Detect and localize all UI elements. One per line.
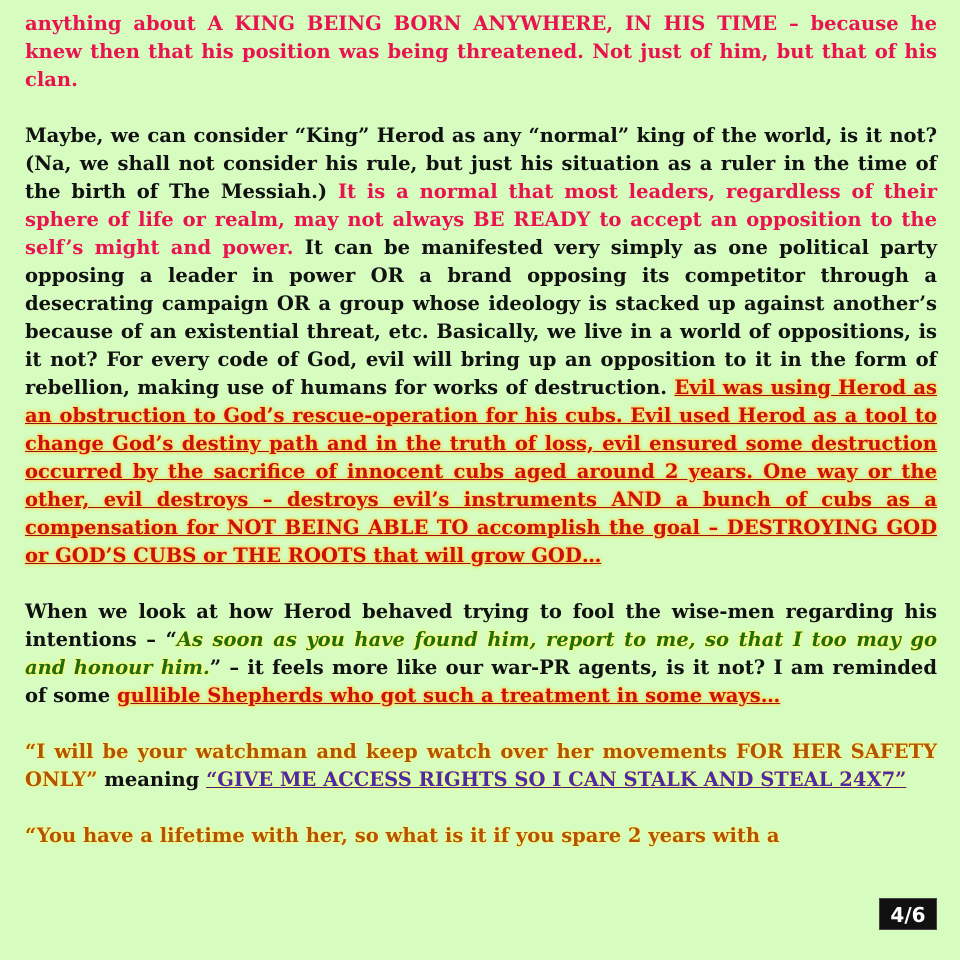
paragraph-4-translation: “GIVE ME ACCESS RIGHTS SO I CAN STALK AND STEAL 24X7” — [206, 768, 907, 791]
paragraph-4-meaning: meaning — [97, 768, 207, 791]
paragraph-3-quote: As soon as you have found him, report to me, so that I too may go and honour him. — [25, 628, 937, 679]
paragraph-2-intro: Maybe, we can consider “King” Herod as any “normal” king of the world, is it not? (Na, we shall not consider his rule, but just his situation as a ruler in the time of the birth of The Messiah.) — [25, 124, 937, 203]
paragraph-4-quote: “I will be your watchman and keep watch over her movements FOR HER SAFETY ONLY” — [25, 740, 937, 791]
document-body — [25, 10, 937, 878]
paragraph-3-body: ” – it feels more like our war-PR agents, is it not? I am reminded of some — [25, 656, 937, 707]
paragraph-1 — [25, 10, 937, 94]
paragraph-2-evil-emphasis: Evil was using Herod as an obstruction to God’s rescue-operation for his cubs. Evil used Herod as a tool to change God’s destiny path and in the truth of loss, evil ensured some destruction occurred by the sacrifice of innocent cubs aged around 2 years. One way or the other, evil destroys – destroys evil’s instruments AND a bunch of cubs as a compensation for NOT BEING ABLE TO accomplish the goal – DESTROYING GOD or GOD’S CUBS or THE ROOTS that will grow GOD… — [25, 376, 937, 567]
paragraph-3-intro: When we look at how Herod behaved trying to fool the wise-men regarding his intentions – “ — [25, 600, 937, 651]
paragraph-3 — [25, 598, 937, 710]
paragraph-5 — [25, 822, 937, 850]
paragraph-2 — [25, 122, 937, 570]
page-indicator-badge: 4/6 — [879, 898, 937, 930]
paragraph-3-shepherds-emphasis: gullible Shepherds who got such a treatment in some ways… — [117, 684, 781, 707]
paragraph-2-highlight: It is a normal that most leaders, regardless of their sphere of life or realm, may not always BE READY to accept an opposition to the self’s might and power. — [25, 180, 937, 259]
paragraph-1-text: anything about A KING BEING BORN ANYWHERE, IN HIS TIME – because he knew then that his position was being threatened. Not just of him, but that of his clan. — [25, 12, 937, 91]
paragraph-5-quote: “You have a lifetime with her, so what is it if you spare 2 years with a — [25, 824, 780, 847]
paragraph-4 — [25, 738, 937, 794]
paragraph-2-body: It can be manifested very simply as one political party opposing a leader in power OR a brand opposing its competitor through a desecrating campaign OR a group whose ideology is stacked up against another’s because of an existential threat, etc. Basically, we live in a world of oppositions, is it not? For every code of God, evil will bring up an opposition to it in the form of rebellion, making use of humans for works of destruction. — [25, 236, 937, 399]
